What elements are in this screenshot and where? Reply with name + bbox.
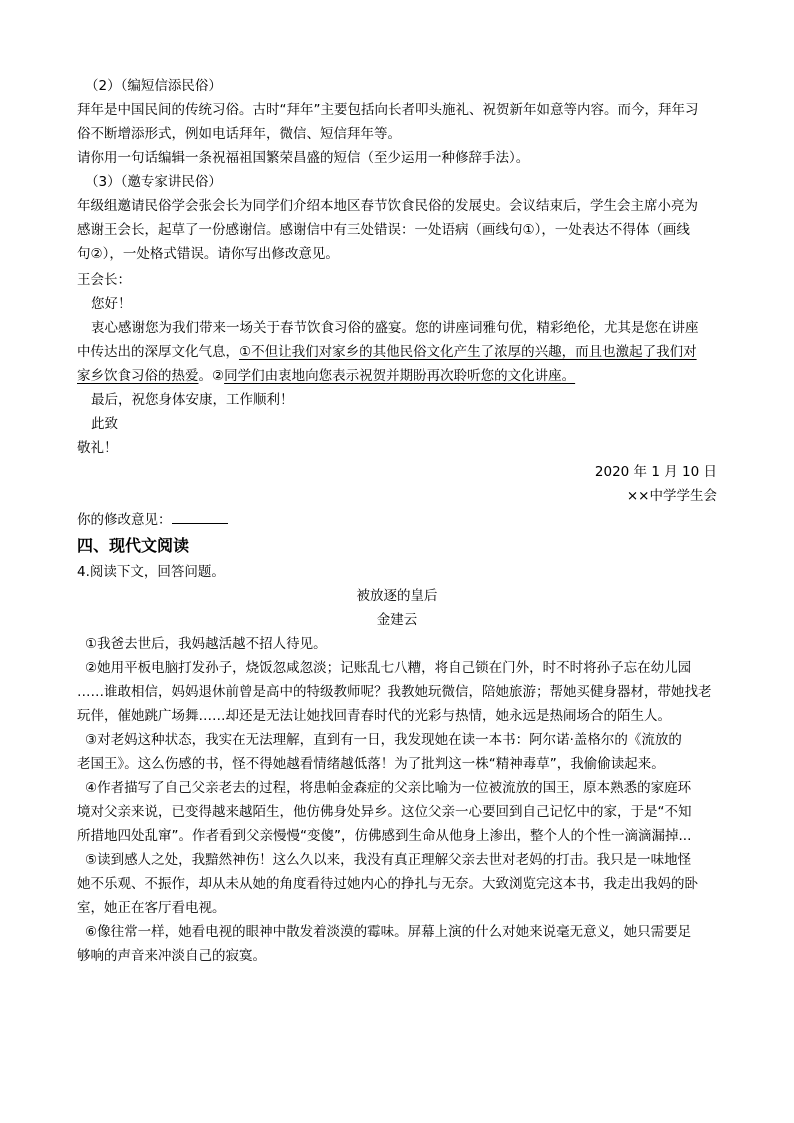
article-para2-line1: ②她用平板电脑打发孙子，烧饭忽咸忽淡；记账乱七八糟，将自己锁在门外，时不时将孙子忘在幼儿园 <box>85 660 692 676</box>
article-para4-line2: 境对父亲来说，已变得越来越陌生，他仿佛身处异乡。这位父亲一心要回到自己记忆中的家，于是“不知 <box>77 804 692 820</box>
underlined-sentence-2: 同学们由衷地向您表示祝贺并期盼再次聆听您的文化讲座。 <box>224 368 576 384</box>
article-para5-line3: 室，她正在客厅看电视。 <box>77 900 226 916</box>
article-author: 金建云 <box>376 612 418 628</box>
article-para1: ①我爸去世后，我妈越活越不招人待见。 <box>85 636 327 652</box>
article-para6-line2: 够响的声音来冲淡自己的寂寞。 <box>77 948 266 964</box>
underlined-sentence-1: ①不但让我们对家乡的其他民俗文化产生了浓厚的兴趣，而且也激起了我们对 <box>239 344 697 360</box>
article-para6-line1: ⑥像往常一样，她看电视的眼神中散发着淡漠的霉味。屏幕上演的什么对她来说毫无意义，她只需要足 <box>85 924 692 940</box>
letter-body-line1: 衷心感谢您为我们带来一场关于春节饮食习俗的盛宴。您的讲座词雅句优，精彩绝伦，尤其是您在讲座 <box>91 320 699 336</box>
letter-greeting: 您好！ <box>91 296 132 312</box>
article-para2-line3: 玩伴，催她跳广场舞……却还是无法让她找回青春时代的光彩与热情，她永远是热闹场合的陌生人。 <box>77 708 671 724</box>
section2-para-line2: 俗不断增添形式，例如电话拜年，微信、短信拜年等。 <box>77 126 401 142</box>
section3-para-line1: 年级组邀请民俗学会张会长为同学们介绍本地区春节饮食民俗的发展史。会议结束后，学生会主席小亮为 <box>77 198 698 214</box>
article-para2-line2: ……谁敢相信，妈妈退休前曾是高中的特级教师呢？我教她玩微信，陪她旅游；帮她买健身器材，带她找老 <box>77 684 712 700</box>
answer-blank[interactable] <box>172 509 228 524</box>
document-page <box>77 74 717 968</box>
underlined-sentence-1-end: 家乡饮食习俗的热爱 <box>77 368 199 384</box>
letter-body-text: 。② <box>198 368 225 384</box>
section4-intro: 4.阅读下文，回答问题。 <box>77 564 225 580</box>
letter-body-line3 <box>77 364 717 388</box>
section2-task: 请你用一句话编辑一条祝福祖国繁荣昌盛的短信（至少运用一种修辞手法）。 <box>77 150 530 166</box>
section3-para-line3: 句②），一处格式错误。请你写出修改意见。 <box>77 246 339 262</box>
article-para3-line1: ③对老妈这种状态，我实在无法理解，直到有一日，我发现她在读一本书：阿尔诺·盖格尔的《流放的 <box>85 732 682 748</box>
section3-para-line2: 感谢王会长，起草了一份感谢信。感谢信中有三处错误：一处语病（画线句①），一处表达不得体（画线 <box>77 222 690 238</box>
letter-closing: 最后，祝您身体安康，工作顺利！ <box>91 392 294 408</box>
article-title: 被放逐的皇后 <box>356 588 438 604</box>
letter-salutation: 王会长： <box>77 272 131 288</box>
article-para5-line2: 她不乐观、不振作，却从未从她的角度看待过她内心的挣扎与无奈。大致浏览完这本书，我走出我妈的卧 <box>77 876 698 892</box>
article-para3-line2: 老国王》。这么伤感的书，怪不得她越看情绪越低落！为了批判这一株“精神毒草”，我偷偷读起来。 <box>77 756 665 772</box>
letter-signature: ××中学学生会 <box>626 488 717 504</box>
article-para4-line3: 所措地四处乱窜”。作者看到父亲慢慢“变傻”，仿佛感到生命从他身上渗出，整个人的个性一滴滴漏掉... <box>77 828 692 844</box>
answer-label: 你的修改意见： <box>77 512 172 528</box>
letter-jingli: 敬礼！ <box>77 440 118 456</box>
letter-body-text: 中传达出的深厚文化气息， <box>77 344 239 360</box>
letter-cizhi: 此致 <box>91 416 118 432</box>
letter-body-line2 <box>77 340 717 364</box>
section3-heading: （3）（邀专家讲民俗） <box>85 174 222 190</box>
article-para4-line1: ④作者描写了自己父亲老去的过程，将患帕金森症的父亲比喻为一位被流放的国王，原本熟悉的家庭环 <box>85 780 692 796</box>
section2-para-line1: 拜年是中国民间的传统习俗。古时“拜年”主要包括向长者叩头施礼、祝贺新年如意等内容。而今，拜年习 <box>77 102 699 118</box>
answer-line <box>77 508 717 532</box>
section4-title: 四、现代文阅读 <box>77 536 190 555</box>
section2-heading: （2）（编短信添民俗） <box>85 78 222 94</box>
article-para5-line1: ⑤读到感人之处，我黯然神伤！这么久以来，我没有真正理解父亲去世对老妈的打击。我只是一味地怪 <box>85 852 692 868</box>
letter-date: 2020 年 1 月 10 日 <box>594 464 717 480</box>
